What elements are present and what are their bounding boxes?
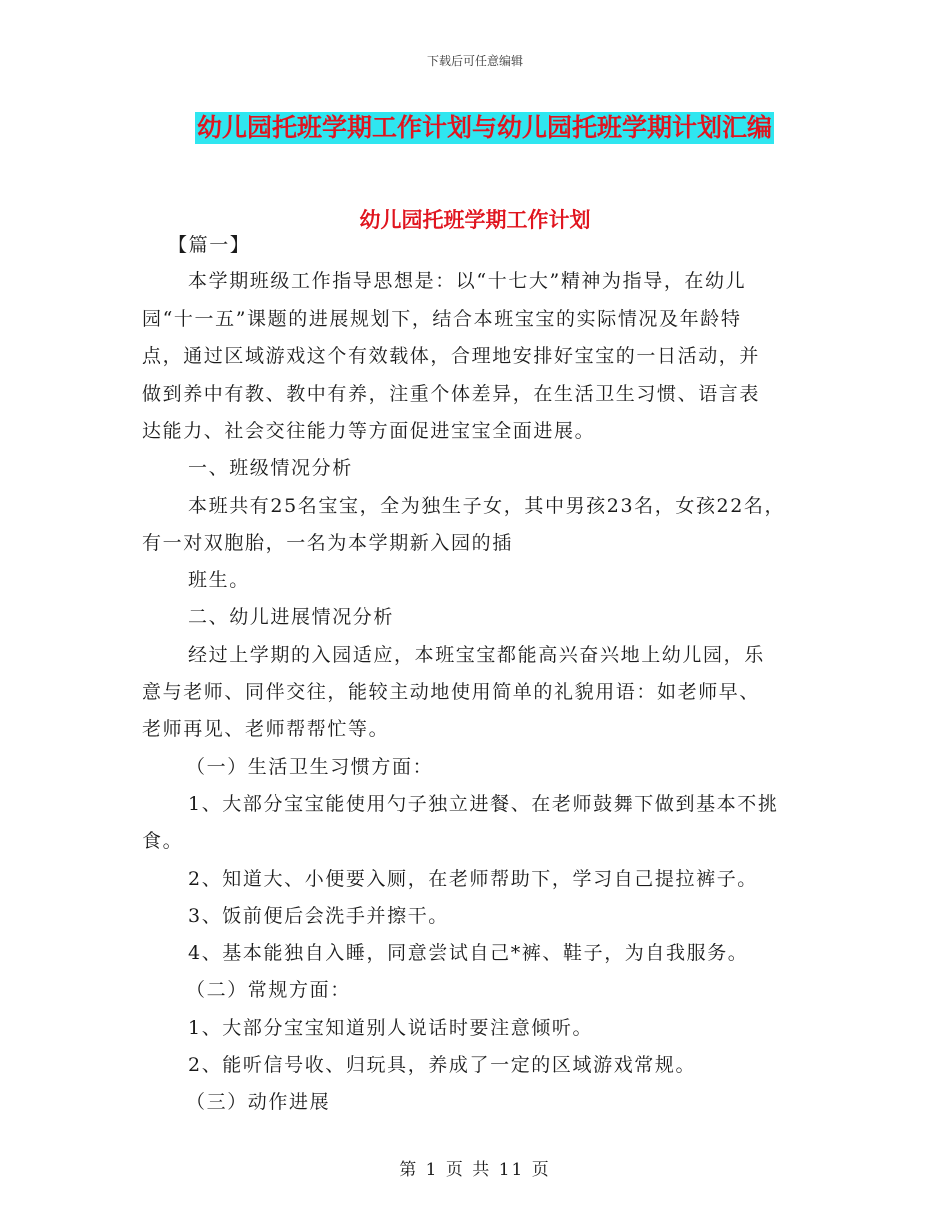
paragraph-line: 老师再见、老师帮帮忙等。 (142, 718, 390, 740)
section-title: 幼儿园托班学期工作计划 (359, 208, 591, 232)
paragraph-line: 意与老师、同伴交往，能较主动地使用简单的礼貌用语：如老师早、 (142, 681, 761, 703)
paragraph-line: 达能力、社会交往能力等方面促进宝宝全面进展。 (142, 420, 596, 442)
heading-line: （一）生活卫生习惯方面： (186, 756, 434, 778)
list-item-continuation: 食。 (142, 830, 184, 852)
list-item: 3、饭前便后会洗手并擦干。 (188, 905, 449, 927)
list-item: 1、大部分宝宝知道别人说话时要注意倾听。 (188, 1017, 594, 1039)
page-number: 第 1 页 共 11 页 (399, 1160, 551, 1180)
list-item: 2、能听信号收、归玩具，养成了一定的区域游戏常规。 (188, 1054, 697, 1076)
paragraph-line: 做到养中有教、教中有养，注重个体差异，在生活卫生习惯、语言表 (142, 383, 761, 405)
paragraph-line: 有一对双胞胎，一名为本学期新入园的插 (142, 532, 513, 554)
paragraph-line: 班生。 (188, 569, 250, 591)
paragraph-line: 经过上学期的入园适应，本班宝宝都能高兴奋兴地上幼儿园，乐 (188, 644, 765, 666)
heading-line: （二）常规方面： (186, 979, 351, 1001)
section-label: 【篇一】 (168, 234, 251, 256)
heading-line: （三）动作进展 (186, 1091, 331, 1113)
list-item: 2、知道大、小便要入厕，在老师帮助下，学习自己提拉裤子。 (188, 868, 758, 890)
paragraph-line: 点，通过区域游戏这个有效载体，合理地安排好宝宝的一日活动，并 (142, 345, 761, 367)
paragraph-line: 本学期班级工作指导思想是：以“十七大”精神为指导，在幼儿 (188, 270, 747, 292)
list-item: 1、大部分宝宝能使用勺子独立进餐、在老师鼓舞下做到基本不挑 (188, 793, 779, 815)
list-item: 4、基本能独自入睡，同意尝试自己*裤、鞋子，为自我服务。 (188, 942, 749, 964)
header-note: 下载后可任意编辑 (426, 54, 523, 68)
heading-line: 二、幼儿进展情况分析 (188, 606, 395, 628)
document-title: 幼儿园托班学期工作计划与幼儿园托班学期计划汇编 (197, 113, 773, 142)
heading-line: 一、班级情况分析 (188, 457, 353, 479)
paragraph-line: 本班共有25名宝宝，全为独生子女，其中男孩23名，女孩22名， (188, 495, 786, 517)
paragraph-line: 园“十一五”课题的进展规划下，结合本班宝宝的实际情况及年龄特 (142, 308, 742, 330)
